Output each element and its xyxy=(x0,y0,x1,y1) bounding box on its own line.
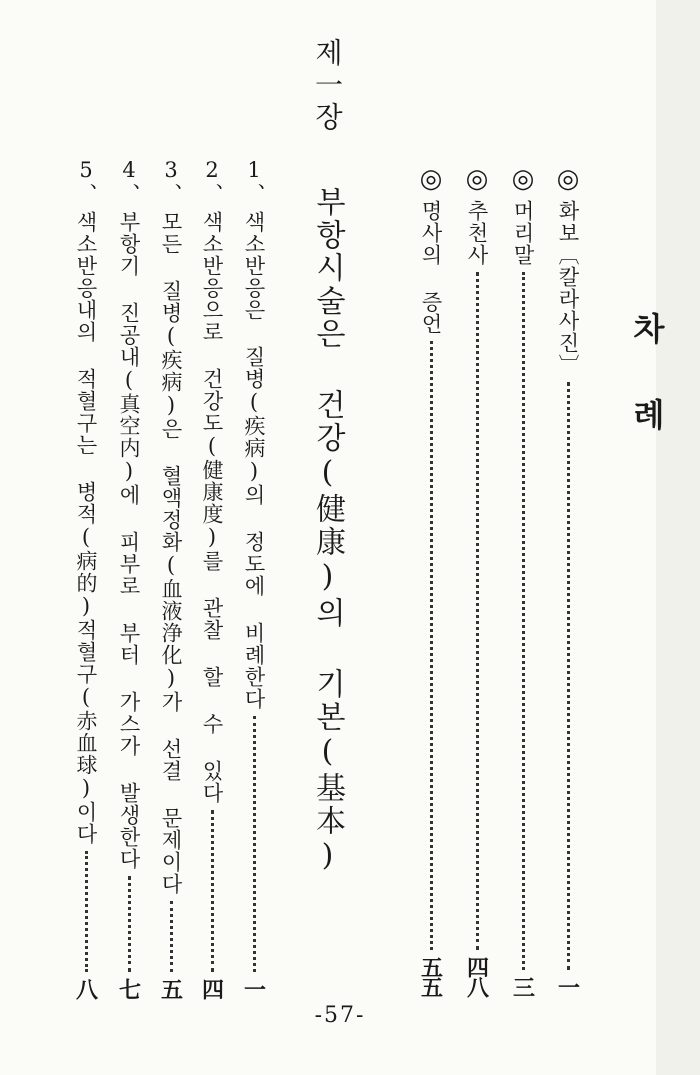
bullseye-icon: ◎ xyxy=(465,164,489,194)
toc-item-recommendation[interactable] xyxy=(460,166,494,996)
dot-leader xyxy=(170,901,173,972)
next-page-edge xyxy=(656,0,700,1075)
section-label: 색소반응은 질병(疾病)의 정도에 비례한다 xyxy=(242,211,266,710)
chapter-title[interactable]: 부항시술은 건강(健康)의 기본(基本) xyxy=(310,186,345,876)
section-number: 2、 xyxy=(200,158,224,205)
toc-item-label: 추천사 xyxy=(465,200,489,266)
dot-leader xyxy=(567,382,570,970)
bullseye-icon: ◎ xyxy=(556,164,580,194)
section-page: 四 xyxy=(198,978,225,998)
dot-leader xyxy=(476,272,479,950)
toc-item-gallery[interactable] xyxy=(551,166,585,996)
toc-section-3[interactable] xyxy=(155,158,187,998)
page-number: -57- xyxy=(314,1003,366,1028)
chapter-number: 제一장 xyxy=(311,38,344,134)
section-number: 1、 xyxy=(242,158,266,205)
dot-leader xyxy=(211,810,214,972)
toc-title: 차 례 xyxy=(628,312,666,438)
toc-item-testimonials[interactable] xyxy=(414,166,448,996)
toc-section-5[interactable] xyxy=(70,158,102,998)
toc-item-page: 三 xyxy=(509,976,536,996)
dot-leader xyxy=(85,851,88,972)
toc-item-label: 명사의 증언 xyxy=(419,200,443,335)
section-label: 모든 질병(疾病)은 혈액정화(血液浄化)가 선결 문제이다 xyxy=(159,211,183,895)
dot-leader xyxy=(430,341,433,950)
section-label: 색소반응으로 건강도(健康度)를 관찰 할 수 있다 xyxy=(200,211,224,804)
bullseye-icon: ◎ xyxy=(419,164,443,194)
section-label: 부항기 진공내(真空内)에 피부로 부터 가스가 발생한다 xyxy=(117,211,141,870)
section-page: 一 xyxy=(240,978,267,998)
toc-item-page: 一 xyxy=(554,976,581,996)
dot-leader xyxy=(253,716,256,972)
toc-section-1[interactable] xyxy=(238,158,270,998)
section-page: 八 xyxy=(72,978,99,998)
section-page: 五 xyxy=(157,978,184,998)
toc-item-preface[interactable] xyxy=(506,166,540,996)
section-label: 색소반응내의 적혈구는 병적(病的)적혈구(赤血球)이다 xyxy=(74,211,98,845)
toc-item-page: 五五 xyxy=(417,956,444,996)
toc-section-2[interactable] xyxy=(196,158,228,998)
section-number: 3、 xyxy=(159,158,183,205)
section-page: 七 xyxy=(115,978,142,998)
toc-section-4[interactable] xyxy=(113,158,145,998)
toc-item-label: 머리말 xyxy=(511,200,535,266)
section-number: 5、 xyxy=(74,158,98,205)
dot-leader xyxy=(128,876,131,972)
bullseye-icon: ◎ xyxy=(511,164,535,194)
section-number: 4、 xyxy=(117,158,141,205)
toc-item-label: 화보〔칼라사진〕 xyxy=(556,200,580,376)
dot-leader xyxy=(522,272,525,970)
toc-item-page: 四八 xyxy=(463,956,490,996)
